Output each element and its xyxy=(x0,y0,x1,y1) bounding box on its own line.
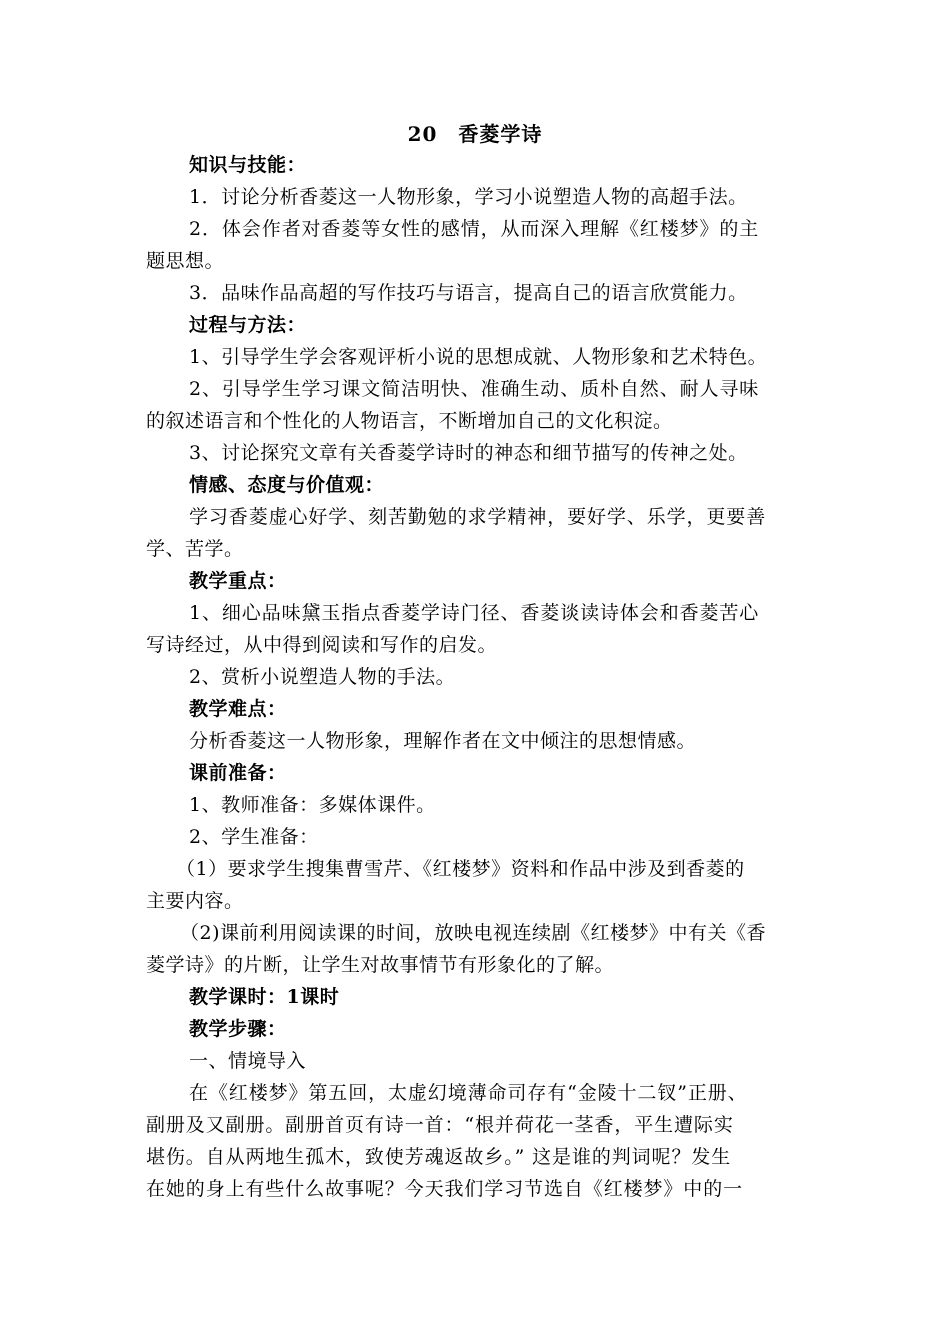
section-heading-emotion: 情感、态度与价值观： xyxy=(189,474,385,496)
paragraph-line: 3．品味作品高超的写作技巧与语言，提高自己的语言欣赏能力。 xyxy=(189,282,748,304)
paragraph-line: 主要内容。 xyxy=(146,890,244,912)
section-heading-key-points: 教学重点： xyxy=(189,570,287,592)
section-heading-steps: 教学步骤： xyxy=(189,1018,287,1040)
paragraph-line: 在《红楼梦》第五回，太虚幻境薄命司存有“金陵十二钗”正册、 xyxy=(189,1082,748,1104)
paragraph-line: 2、学生准备： xyxy=(189,826,319,848)
paragraph-line: 1、教师准备：多媒体课件。 xyxy=(189,794,436,816)
section-heading-process: 过程与方法： xyxy=(189,314,307,336)
paragraph-line: 题思想。 xyxy=(146,250,225,272)
paragraph-line: 2、赏析小说塑造人物的手法。 xyxy=(189,666,456,688)
paragraph-line: 副册及又副册。副册首页有诗一首：“根并荷花一茎香，平生遭际实 xyxy=(146,1114,734,1136)
paragraph-line: （1）要求学生搜集曹雪芹、《红楼梦》资料和作品中涉及到香菱的 xyxy=(176,858,745,880)
paragraph-line: 堪伤。自从两地生孤木，致使芳魂返故乡。” 这是谁的判词呢？发生 xyxy=(146,1146,732,1168)
paragraph-line: 在她的身上有些什么故事呢？今天我们学习节选自《红楼梦》中的一 xyxy=(146,1178,744,1200)
paragraph-line: 1．讨论分析香菱这一人物形象，学习小说塑造人物的高超手法。 xyxy=(189,186,748,208)
section-heading-class-hours: 教学课时：1课时 xyxy=(189,986,340,1008)
paragraph-line: 1、细心品味黛玉指点香菱学诗门径、香菱谈读诗体会和香菱苦心 xyxy=(189,602,760,624)
paragraph-line: 2．体会作者对香菱等女性的感情，从而深入理解《红楼梦》的主 xyxy=(189,218,760,240)
paragraph-line: 学习香菱虚心好学、刻苦勤勉的求学精神，要好学、乐学，更要善 xyxy=(189,506,767,528)
paragraph-line: 3、讨论探究文章有关香菱学诗时的神态和细节描写的传神之处。 xyxy=(189,442,748,464)
paragraph-line: 写诗经过，从中得到阅读和写作的启发。 xyxy=(146,634,498,656)
section-heading-difficulties: 教学难点： xyxy=(189,698,287,720)
paragraph-line: 2、引导学生学习课文简洁明快、准确生动、质朴自然、耐人寻味 xyxy=(189,378,760,400)
paragraph-line: 一、情境导入 xyxy=(189,1050,307,1072)
paragraph-line: 菱学诗》的片断，让学生对故事情节有形象化的了解。 xyxy=(146,954,615,976)
section-heading-knowledge: 知识与技能： xyxy=(189,154,307,176)
paragraph-line: 学、苦学。 xyxy=(146,538,244,560)
paragraph-line: 1、引导学生学会客观评析小说的思想成就、人物形象和艺术特色。 xyxy=(189,346,768,368)
paragraph-line: 的叙述语言和个性化的人物语言，不断增加自己的文化积淀。 xyxy=(146,410,673,432)
paragraph-line: 分析香菱这一人物形象，理解作者在文中倾注的思想情感。 xyxy=(189,730,697,752)
paragraph-line: （2)课前利用阅读课的时间，放映电视连续剧《红楼梦》中有关《香 xyxy=(180,922,767,944)
section-heading-preparation: 课前准备： xyxy=(189,762,287,784)
document-title: 20 香菱学诗 xyxy=(407,122,543,146)
